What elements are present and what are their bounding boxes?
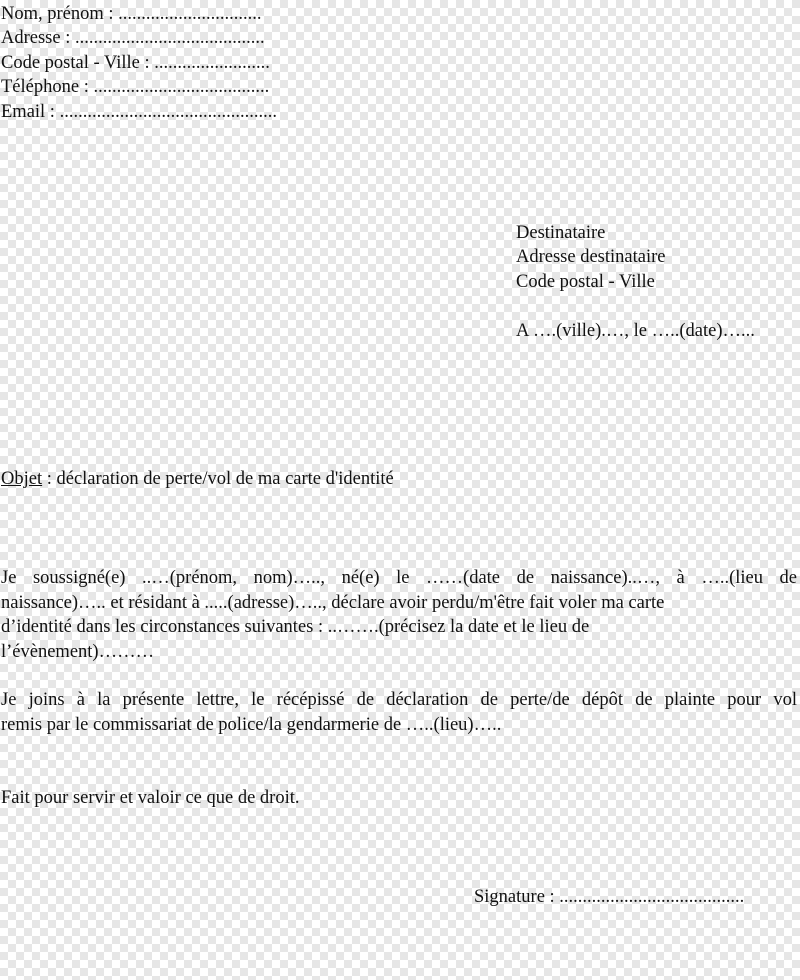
subject-text: : déclaration de perte/vol de ma carte d'identité [42, 469, 394, 489]
sender-postal-line: Code postal - Ville : ......................... [1, 52, 270, 73]
recipient-name: Destinataire [516, 223, 606, 243]
recipient-block [516, 221, 665, 294]
subject-label: Objet [1, 469, 43, 489]
recipient-postal: Code postal - Ville [516, 271, 655, 292]
paragraph-line-text: naissance)….. et résidant à .....(adresse)….., déclare avoir perdu/m'être fait voler ma carte [1, 592, 665, 613]
body-paragraph-declaration [1, 566, 797, 664]
paragraph-line: remis par le commissariat de police/la gendarmerie de …..(lieu)….. [1, 714, 502, 735]
paragraph-line [1, 566, 797, 591]
paragraph-line [1, 688, 797, 713]
sender-block [1, 2, 277, 124]
paragraph-line [1, 615, 797, 640]
paragraph-line: Fait pour servir et valoir ce que de droit. [1, 788, 300, 808]
sender-email-line: Email : ............................................... [1, 101, 277, 122]
sender-address-line: Adresse : ......................................... [1, 28, 265, 49]
paragraph-line [1, 591, 797, 616]
recipient-address: Adresse destinataire [516, 247, 666, 268]
body-paragraph-attachment [1, 688, 797, 737]
paragraph-line-text: Je soussigné(e) ..…(prénom, nom)….., né(e) le ……(date de naissance)..…, à …..(lieu de [1, 568, 797, 588]
place-date-line: A ….(ville).…, le …..(date)…... [516, 321, 755, 341]
paragraph-line: l’évènement)……… [1, 641, 155, 662]
paragraph-line-text: d’identité dans les circonstances suivantes : ..…….(précisez la date et le lieu de [1, 617, 590, 637]
body-paragraph-closing [1, 786, 797, 811]
sender-phone-line: Téléphone : ...................................... [1, 77, 270, 98]
subject-line [1, 467, 394, 491]
paragraph-line-text: Je joins à la présente lettre, le récépissé de déclaration de perte/de dépôt de plainte pour vol [1, 690, 797, 710]
signature-line: Signature : ........................................ [474, 887, 745, 907]
sender-name-line: Nom, prénom : ............................... [1, 4, 262, 24]
